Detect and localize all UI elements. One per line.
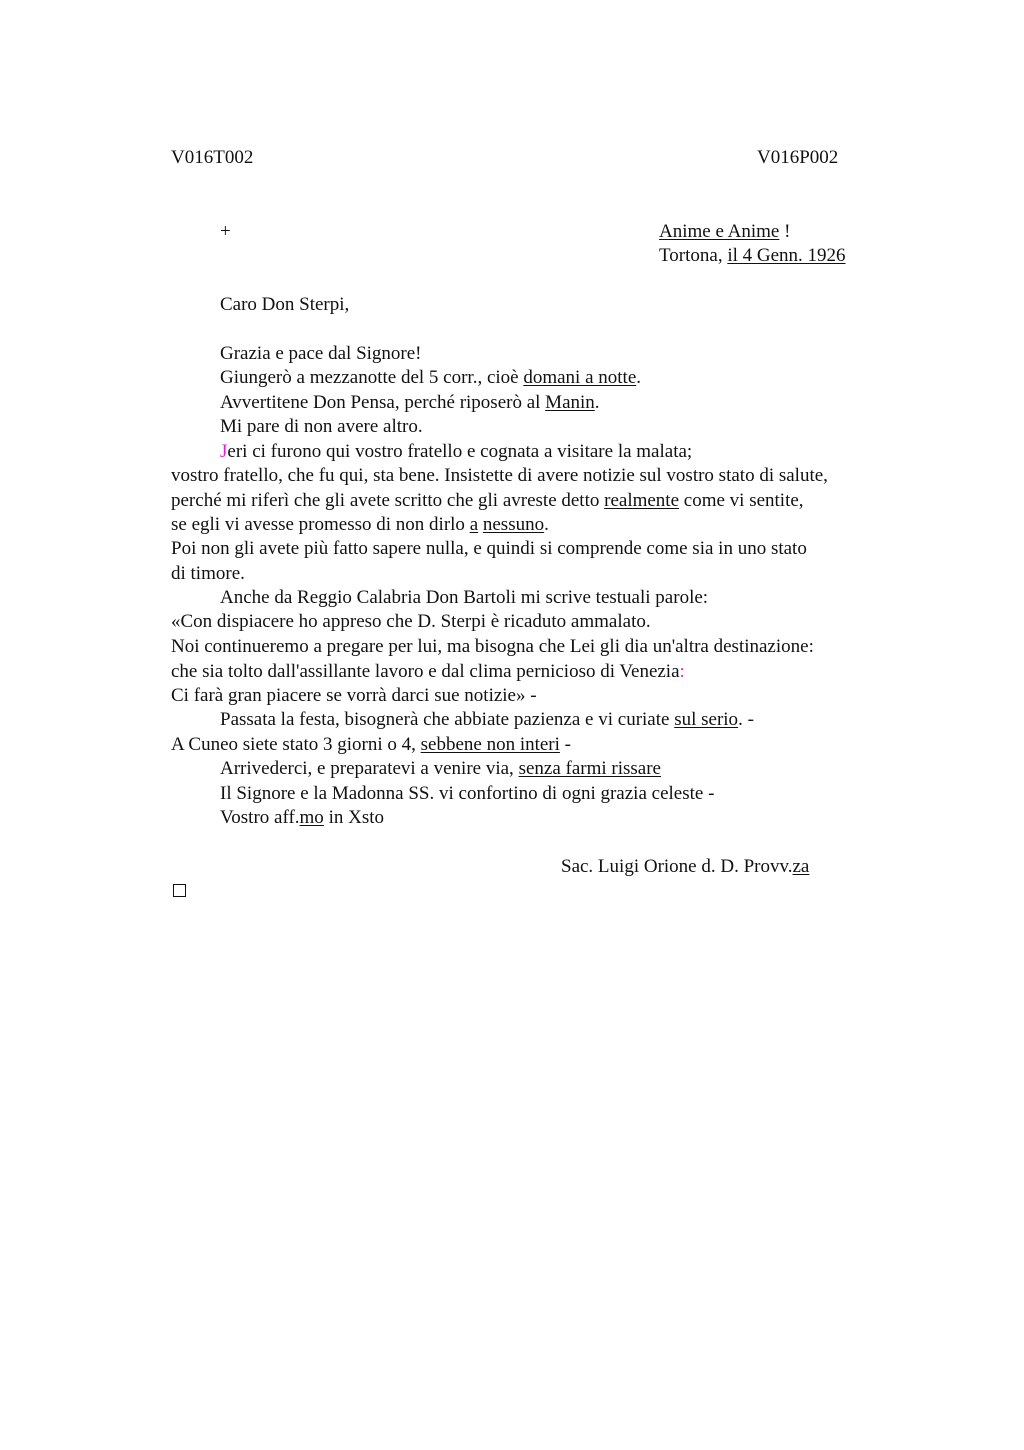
body-line-18 — [220, 757, 661, 781]
body-line-1: Grazia e pace dal Signore! — [220, 343, 422, 364]
body-line-2 — [220, 366, 641, 390]
body-line-17 — [171, 733, 571, 757]
closing-line — [220, 806, 384, 830]
cross-symbol: + — [220, 221, 231, 242]
text-span: . — [544, 514, 549, 535]
body-line-12: «Con dispiacere ho appreso che D. Sterpi è ricaduto ammalato. — [171, 611, 651, 632]
text-span: Giungerò a mezzanotte del 5 corr., cioè — [220, 367, 524, 388]
body-line-6: vostro fratello, che fu qui, sta bene. Insistette di avere notizie sul vostro stato di salute, — [171, 465, 828, 486]
body-line-10: di timore. — [171, 563, 245, 584]
body-line-14 — [171, 660, 685, 684]
underlined-text: senza farmi rissare — [518, 758, 661, 779]
highlighted-letter: J — [220, 441, 228, 462]
underlined-text: sebbene non interi — [420, 734, 560, 755]
body-line-15: Ci farà gran piacere se vorrà darci sue notizie» - — [171, 685, 537, 706]
motto-exclamation: ! — [779, 221, 791, 242]
text-span: . — [636, 367, 642, 388]
underlined-text: realmente — [604, 490, 680, 511]
highlighted-colon: : — [679, 661, 685, 682]
text-span: in Xsto — [323, 807, 384, 828]
body-line-11: Anche da Reggio Calabria Don Bartoli mi scrive testuali parole: — [220, 587, 709, 608]
signature — [561, 855, 809, 879]
body-line-4: Mi pare di non avere altro. — [220, 416, 423, 437]
body-line-5 — [220, 440, 692, 464]
text-span: come vi sentite, — [679, 490, 804, 511]
motto: Anime e Anime — [659, 221, 780, 242]
underlined-text: mo — [299, 807, 324, 828]
text-span: eri ci furono qui vostro fratello e cognata a visitare la malata; — [227, 441, 693, 462]
underlined-text: Manin — [545, 392, 595, 413]
underlined-text: za — [792, 856, 810, 877]
document-code-left: V016T002 — [171, 147, 254, 168]
text-span: Arrivederci, e preparatevi a venire via, — [220, 758, 519, 779]
underlined-text: a — [469, 514, 479, 535]
signature-text: Sac. Luigi Orione d. D. Provv. — [561, 856, 793, 877]
body-line-8 — [171, 513, 549, 537]
underlined-text: sul serio — [674, 709, 739, 730]
text-span: . — [594, 392, 600, 413]
end-marker-box — [173, 884, 186, 897]
underlined-text: domani a notte — [523, 367, 637, 388]
motto-line — [659, 220, 790, 244]
text-span: A Cuneo siete stato 3 giorni o 4, — [171, 734, 421, 755]
body-line-7 — [171, 489, 804, 513]
text-span: se egli vi avesse promesso di non dirlo — [171, 514, 470, 535]
body-line-19: Il Signore e la Madonna SS. vi confortino di ogni grazia celeste - — [220, 783, 715, 804]
body-line-13: Noi continueremo a pregare per lui, ma bisogna che Lei gli dia un'altra destinazione: — [171, 636, 814, 657]
body-line-3 — [220, 391, 600, 415]
text-span: Passata la festa, bisognerà che abbiate pazienza e vi curiate — [220, 709, 675, 730]
underlined-text: nessuno — [482, 514, 545, 535]
body-line-16 — [220, 708, 754, 732]
body-line-9: Poi non gli avete più fatto sapere nulla, e quindi si comprende come sia in uno stato — [171, 538, 807, 559]
document-code-right: V016P002 — [757, 147, 839, 168]
place: Tortona, — [659, 245, 728, 266]
place-date-line — [659, 244, 846, 268]
date: il 4 Genn. 1926 — [727, 245, 846, 266]
salutation: Caro Don Sterpi, — [220, 294, 350, 315]
text-span: che sia tolto dall'assillante lavoro e dal clima pernicioso di Venezia — [171, 661, 680, 682]
text-span: Vostro aff. — [220, 807, 300, 828]
text-span: Avvertitene Don Pensa, perché riposerò al — [220, 392, 546, 413]
text-span: . - — [738, 709, 754, 730]
text-span: - — [559, 734, 571, 755]
text-span: perché mi riferì che gli avete scritto che gli avreste detto — [171, 490, 605, 511]
